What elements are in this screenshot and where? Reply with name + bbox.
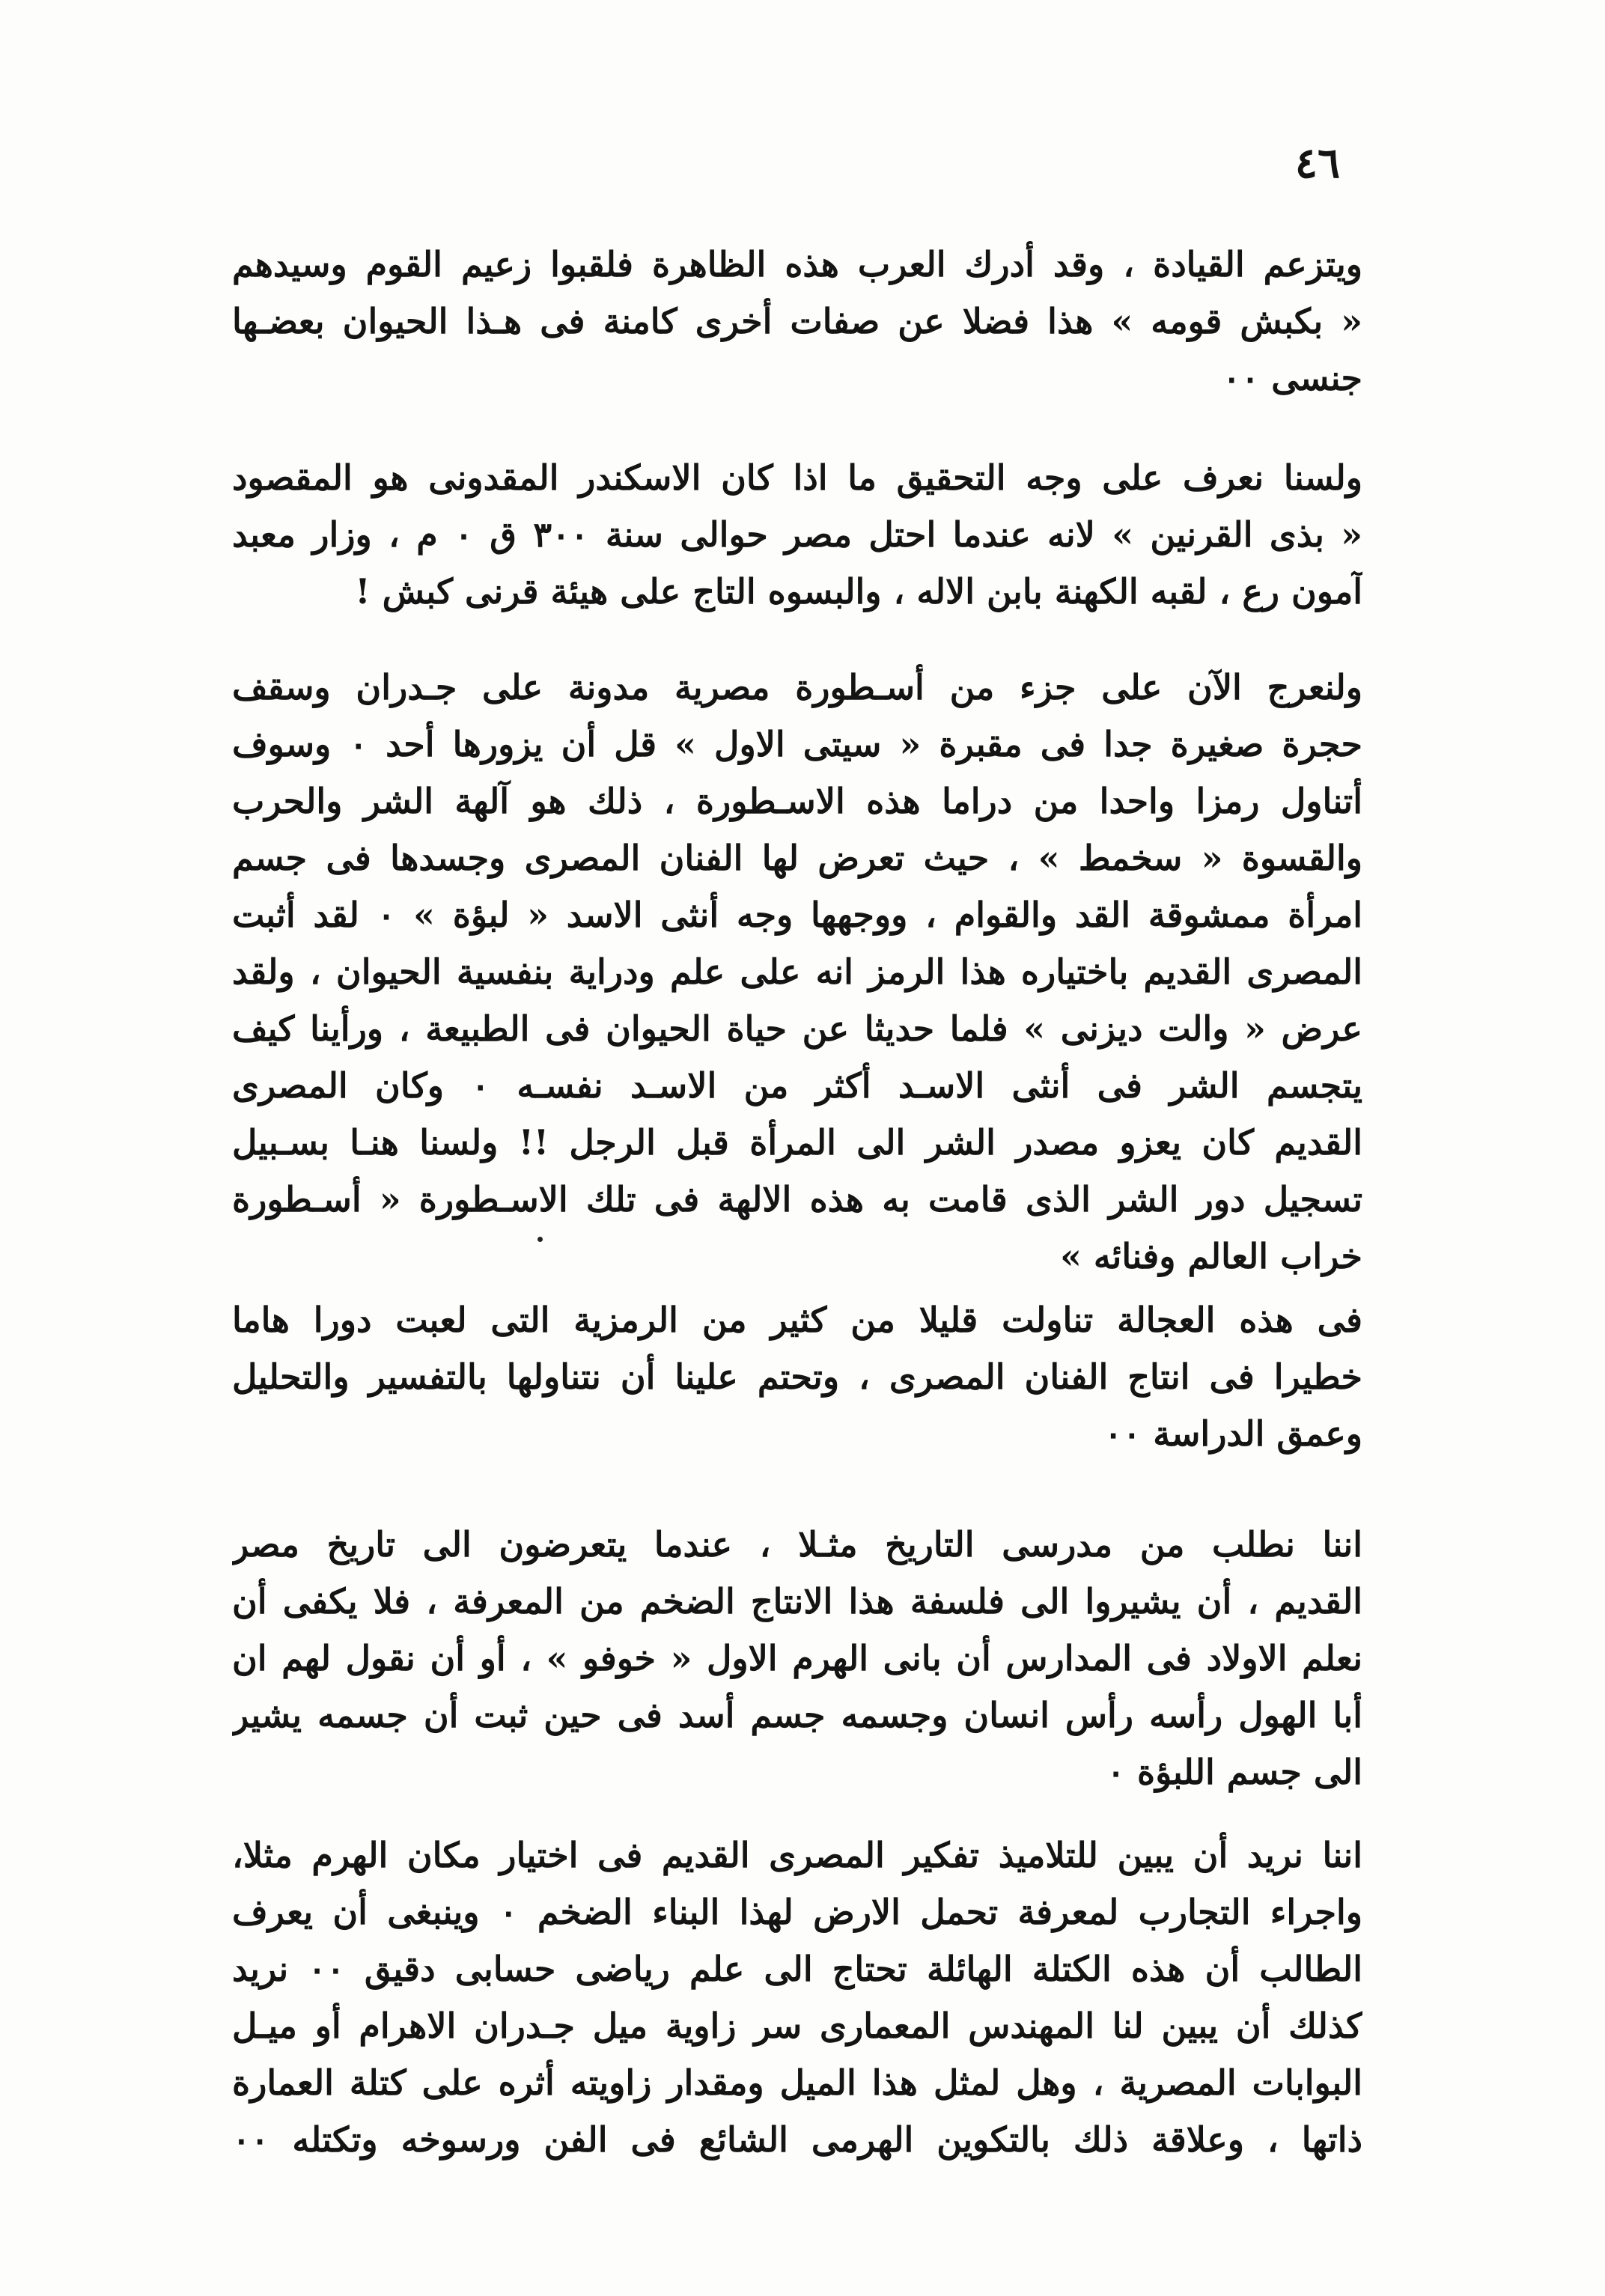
text-line: اننا نطلب من مدرسى التاريخ مثـلا ، عندما يتعرضون الى تاريخ مصر xyxy=(232,1524,1362,1565)
text-line: ولنعرج الآن على جزء من أسـطورة مصرية مدونة على جـدران وسقف xyxy=(232,667,1362,707)
print-speck xyxy=(537,1237,543,1242)
text-line: القديم كان يعزو مصدر الشر الى المرأة قبل الرجل !! ولسنا هنـا بسـبيل xyxy=(232,1122,1362,1163)
text-line: نعلم الاولاد فى المدارس أن بانى الهرم الاول « خوفو » ، أو أن نقول لهم ان xyxy=(232,1638,1362,1678)
paragraph-4 xyxy=(232,1291,1362,1462)
paragraph-2 xyxy=(232,449,1362,620)
text-line: حجرة صغيرة جدا فى مقبرة « سيتى الاول » قل أن يزورها أحد ٠ وسوف xyxy=(232,724,1362,764)
paragraph-6 xyxy=(232,1827,1362,2168)
text-line: « بذى القرنين » لانه عندما احتل مصر حوالى سنة ٣٠٠ ق ٠ م ، وزار معبد xyxy=(232,514,1362,555)
paragraph-1 xyxy=(232,236,1362,406)
text-line: أبا الهول رأسه رأس انسان وجسمه جسم أسد فى حين ثبت أن جسمه يشير xyxy=(232,1695,1362,1735)
text-line: الطالب أن هذه الكتلة الهائلة تحتاج الى علم رياضى حسابى دقيق ٠٠ نريد xyxy=(232,1949,1362,1989)
text-line: خطيرا فى انتاج الفنان المصرى ، وتحتم علينا أن نتناولها بالتفسير والتحليل xyxy=(232,1356,1362,1397)
text-line: ويتزعم القيادة ، وقد أدرك العرب هذه الظاهرة فلقبوا زعيم القوم وسيدهم xyxy=(232,244,1362,284)
text-line: الى جسم اللبؤة ٠ xyxy=(1106,1752,1362,1792)
text-line: المصرى القديم باختياره هذا الرمز انه على علم ودراية بنفسية الحيوان ، ولقد xyxy=(232,951,1362,992)
text-line: ولسنا نعرف على وجه التحقيق ما اذا كان الاسكندر المقدونى هو المقصود xyxy=(232,457,1362,498)
text-line: عرض « والت ديزنى » فلما حديثا عن حياة الحيوان فى الطبيعة ، ورأينا كيف xyxy=(232,1008,1362,1049)
text-line: يتجسم الشر فى أنثى الاسـد أكثر من الاسـد نفسـه ٠ وكان المصرى xyxy=(232,1065,1362,1106)
text-line: اننا نريد أن يبين للتلاميذ تفكير المصرى القديم فى اختيار مكان الهرم مثلا، xyxy=(232,1835,1362,1875)
text-line: كذلك أن يبين لنا المهندس المعمارى سر زاوية ميل جـدران الاهرام أو ميـل xyxy=(232,2006,1362,2046)
text-line: تسجيل دور الشر الذى قامت به هذه الالهة فى تلك الاسـطورة « أسـطورة xyxy=(232,1179,1362,1219)
text-line: وعمق الدراسة ٠٠ xyxy=(1103,1413,1362,1454)
text-line: امرأة ممشوقة القد والقوام ، ووجهها وجه أنثى الاسد « لبؤة » ٠ لقد أثبت xyxy=(232,895,1362,935)
text-line: جنسى ٠٠ xyxy=(1222,358,1362,398)
text-line: فى هذه العجالة تناولت قليلا من كثير من الرمزية التى لعبت دورا هاما xyxy=(232,1300,1362,1340)
paragraph-5 xyxy=(232,1516,1362,1800)
paragraph-3 xyxy=(232,659,1362,1285)
text-line: ذاتها ، وعلاقة ذلك بالتكوين الهرمى الشائع فى الفن ورسوخه وتكتله ٠٠ xyxy=(232,2119,1362,2160)
text-line: « بكبش قومه » هذا فضلا عن صفات أخرى كامنة فى هـذا الحيوان بعضـها xyxy=(232,301,1362,341)
text-line: أتناول رمزا واحدا من دراما هذه الاسـطورة ، ذلك هو آلهة الشر والحرب xyxy=(232,781,1362,821)
text-line: خراب العالم وفنائه » xyxy=(1060,1236,1362,1276)
text-line: آمون رع ، لقبه الكهنة بابن الاله ، والبسوه التاج على هيئة قرنى كبش ! xyxy=(355,571,1362,612)
text-line: والقسوة « سخمط » ، حيث تعرض لها الفنان المصرى وجسدها فى جسم xyxy=(232,838,1362,878)
text-line: البوابات المصرية ، وهل لمثل هذا الميل ومقدار زاويته أثره على كتلة العمارة xyxy=(232,2062,1362,2103)
page-number: ٤٦ xyxy=(1294,138,1341,188)
text-line: القديم ، أن يشيروا الى فلسفة هذا الانتاج الضخم من المعرفة ، فلا يكفى أن xyxy=(232,1581,1362,1621)
text-line: واجراء التجارب لمعرفة تحمل الارض لهذا البناء الضخم ٠ وينبغى أن يعرف xyxy=(232,1892,1362,1932)
